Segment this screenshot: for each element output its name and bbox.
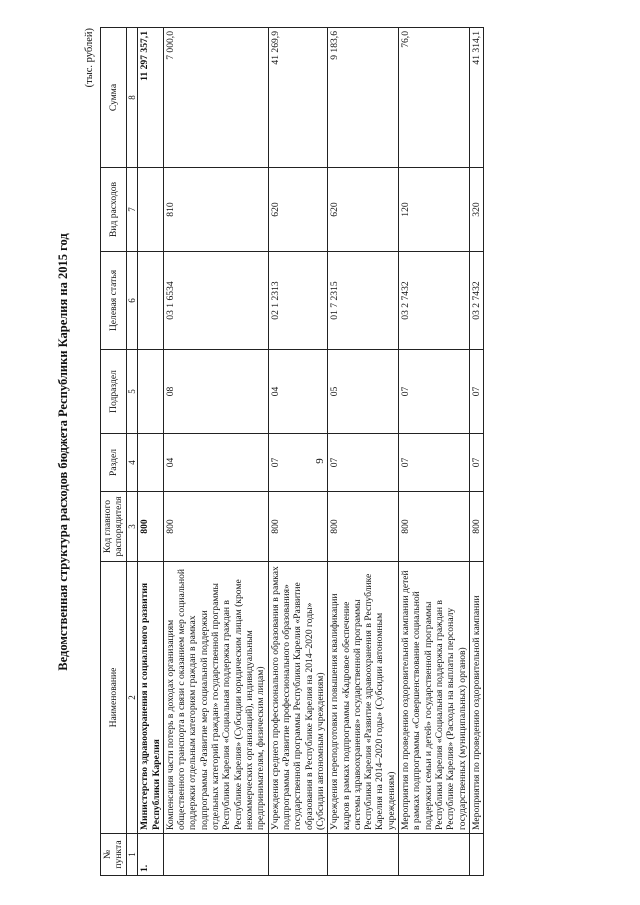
row-podrazdel xyxy=(138,350,164,434)
row-name: Мероприятия по проведению оздоровительной кампании детей в рамках подпрограммы «Совершенствование социальной поддержки семьи и детей» государственной программы Республики Карелия «Социальная поддержка граждан в Республике Карелия» (Расходы на выплаты персоналу государственных (муниципальных) органов) xyxy=(399,562,470,834)
column-number: 2 xyxy=(126,562,138,834)
header-cell: Код главного распорядителя xyxy=(101,492,127,562)
document-title: Ведомственная структура расходов бюджета Республики Карелия на 2015 год xyxy=(56,233,70,671)
column-number: 8 xyxy=(126,28,138,168)
header-cell: Целевая статья xyxy=(101,252,127,350)
column-number: 7 xyxy=(126,168,138,252)
header-row xyxy=(101,28,127,876)
column-number: 3 xyxy=(126,492,138,562)
row-summa: 76,0 xyxy=(399,28,470,168)
row-statya: 01 7 2315 xyxy=(328,252,399,350)
row-vid: 620 xyxy=(328,168,399,252)
row-vid: 320 xyxy=(469,168,483,252)
header-cell: № пункта xyxy=(101,834,127,876)
row-podrazdel: 05 xyxy=(328,350,399,434)
row-statya: 03 1 6534 xyxy=(163,252,268,350)
column-number: 5 xyxy=(126,350,138,434)
row-summa: 41 269,9 xyxy=(268,28,328,168)
row-number: 1. xyxy=(138,834,164,876)
row-code: 800 xyxy=(163,492,268,562)
row-name: Учреждения переподготовки и повышения квалификации кадров в рамках подпрограммы «Кадровое обеспечение системы здравоохранения» государственной программы Республики Карелия «Развитие здравоохранения в Республике Карелия на 2014–2020 годы» (Субсидии автономным учреждениям) xyxy=(328,562,399,834)
row-number xyxy=(399,834,470,876)
row-vid xyxy=(138,168,164,252)
table-row xyxy=(469,28,483,876)
row-number xyxy=(268,834,328,876)
row-summa: 9 183,6 xyxy=(328,28,399,168)
row-razdel: 07 xyxy=(469,434,483,492)
row-name: Компенсация части потерь в доходах организациям общественного транспорта в связи с оказанием мер социальной поддержки отдельным категориям граждан в рамках подпрограммы «Развитие мер социальной поддержки отдельных категорий граждан» государственной программы Республики Карелия «Социальная поддержка граждан в Республике Карелия» (Субсидии юридическим лицам (кроме некоммерческих организаций), индивидуальным предпринимателям, физическим лицам) xyxy=(163,562,268,834)
header-cell: Вид расходов xyxy=(101,168,127,252)
row-razdel: 04 xyxy=(163,434,268,492)
table-row xyxy=(163,28,268,876)
table-row xyxy=(328,28,399,876)
table-row xyxy=(268,28,328,876)
column-number: 1 xyxy=(126,834,138,876)
row-summa: 41 314,1 xyxy=(469,28,483,168)
row-vid: 120 xyxy=(399,168,470,252)
row-code: 800 xyxy=(328,492,399,562)
row-podrazdel: 07 xyxy=(399,350,470,434)
row-number xyxy=(163,834,268,876)
row-code: 800 xyxy=(268,492,328,562)
row-razdel: 07 xyxy=(399,434,470,492)
expenditure-table xyxy=(100,27,484,876)
header-cell: Раздел xyxy=(101,434,127,492)
row-statya: 03 2 7432 xyxy=(469,252,483,350)
row-statya: 03 2 7432 xyxy=(399,252,470,350)
row-razdel: 07 xyxy=(268,434,328,492)
row-summa: 7 000,0 xyxy=(163,28,268,168)
row-statya: 02 1 2313 xyxy=(268,252,328,350)
row-podrazdel: 04 xyxy=(268,350,328,434)
row-podrazdel: 07 xyxy=(469,350,483,434)
row-vid: 810 xyxy=(163,168,268,252)
row-summa: 11 297 357,1 xyxy=(138,28,164,168)
row-code: 800 xyxy=(138,492,164,562)
header-cell: Подраздел xyxy=(101,350,127,434)
row-statya xyxy=(138,252,164,350)
row-razdel: 07 xyxy=(328,434,399,492)
table-row xyxy=(399,28,470,876)
row-vid: 620 xyxy=(268,168,328,252)
row-name: Министерство здравоохранения и социального развития Республики Карелия xyxy=(138,562,164,834)
header-cell: Сумма xyxy=(101,28,127,168)
column-number: 6 xyxy=(126,252,138,350)
header-number-row xyxy=(126,28,138,876)
page-number: 9 xyxy=(314,458,326,464)
table-row xyxy=(138,28,164,876)
row-number xyxy=(328,834,399,876)
header-cell: Наименование xyxy=(101,562,127,834)
row-number xyxy=(469,834,483,876)
row-code: 800 xyxy=(399,492,470,562)
row-razdel xyxy=(138,434,164,492)
row-name: Учреждения среднего профессионального образования в рамках подпрограммы «Развитие профессионального образования» государственной программы Республики Карелия «Развитие образования в Республике Карелия на 2014–2020 годы» (Субсидии автономным учреждениям) xyxy=(268,562,328,834)
unit-label: (тыс. рублей) xyxy=(84,28,95,88)
rotated-page-content xyxy=(50,22,590,882)
column-number: 4 xyxy=(126,434,138,492)
row-code: 800 xyxy=(469,492,483,562)
row-name: Мероприятия по проведению оздоровительной кампании xyxy=(469,562,483,834)
row-podrazdel: 08 xyxy=(163,350,268,434)
